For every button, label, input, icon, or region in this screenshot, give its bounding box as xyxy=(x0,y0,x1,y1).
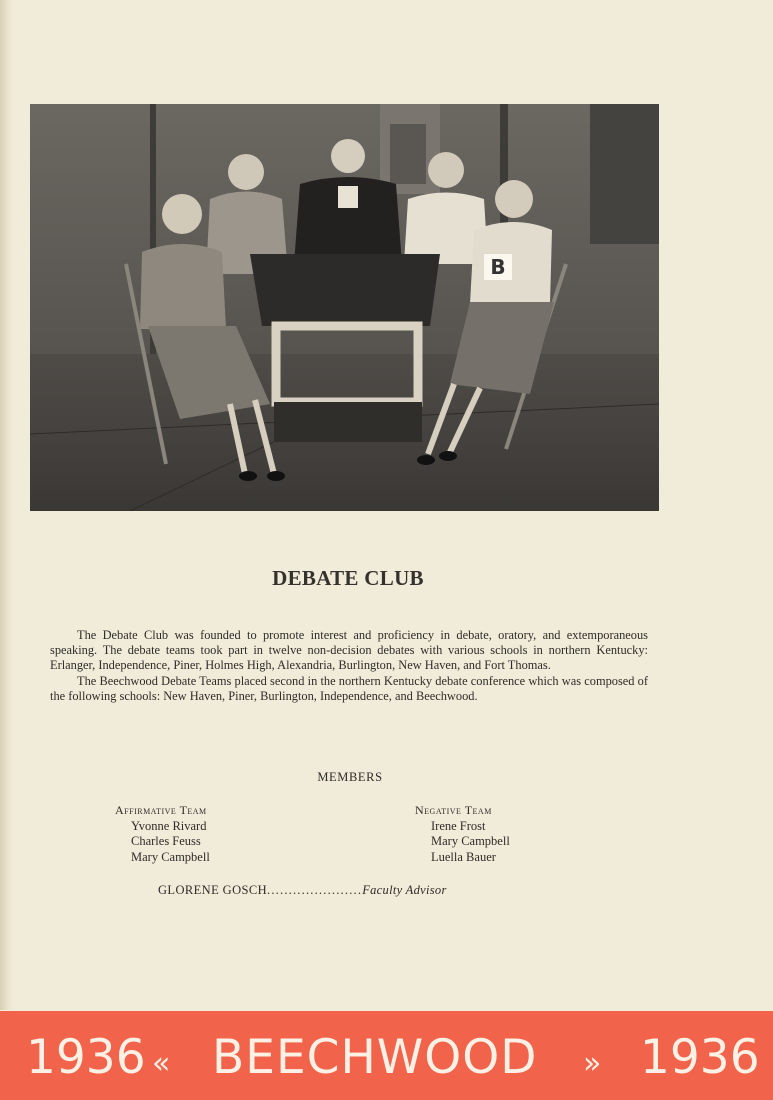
team-member: Yvonne Rivard xyxy=(131,818,207,833)
article-body xyxy=(50,628,648,704)
leader-dots: ...................... xyxy=(267,883,363,897)
footer-yearbook-name: BEECHWOOD xyxy=(212,1030,538,1085)
footer-year-right: 1936 xyxy=(640,1030,760,1085)
footer-quote-right: » xyxy=(583,1046,602,1081)
team-member: Luella Bauer xyxy=(431,849,496,864)
team-member: Mary Campbell xyxy=(431,834,510,849)
team-heading: Negative Team xyxy=(415,803,492,817)
group-photo xyxy=(30,104,659,511)
faculty-advisor xyxy=(158,883,447,898)
page-title: DEBATE CLUB xyxy=(272,566,424,590)
team-heading: Affirmative Team xyxy=(115,803,207,817)
page-binding-edge xyxy=(0,0,14,1010)
members-heading: MEMBERS xyxy=(317,770,383,784)
svg-text:B: B xyxy=(490,255,506,279)
advisor-name: GLORENE GOSCH xyxy=(158,883,268,897)
paragraph: The Beechwood Debate Teams placed second in the northern Kentucky debate conference which was composed of the following schools: New Haven, Piner, Burlington, Independence, and Beechwood. xyxy=(50,673,648,703)
affirmative-team xyxy=(115,803,210,865)
team-member: Mary Campbell xyxy=(131,849,210,864)
footer-quote-left: « xyxy=(152,1046,171,1081)
paragraph: The Debate Club was founded to promote interest and proficiency in debate, oratory, and extemporaneous speaking. The debate teams took part in twelve non-decision debates with various schools in northern Kentucky: Erlanger, Independence, Piner, Holmes High, Alexandria, Burlington, New Haven, and Fort Thomas. xyxy=(50,628,648,673)
footer-year-left: 1936 xyxy=(26,1030,146,1085)
team-member: Charles Feuss xyxy=(131,834,201,849)
advisor-role: Faculty Advisor xyxy=(362,883,447,897)
negative-team xyxy=(415,803,510,865)
team-member: Irene Frost xyxy=(431,818,486,833)
